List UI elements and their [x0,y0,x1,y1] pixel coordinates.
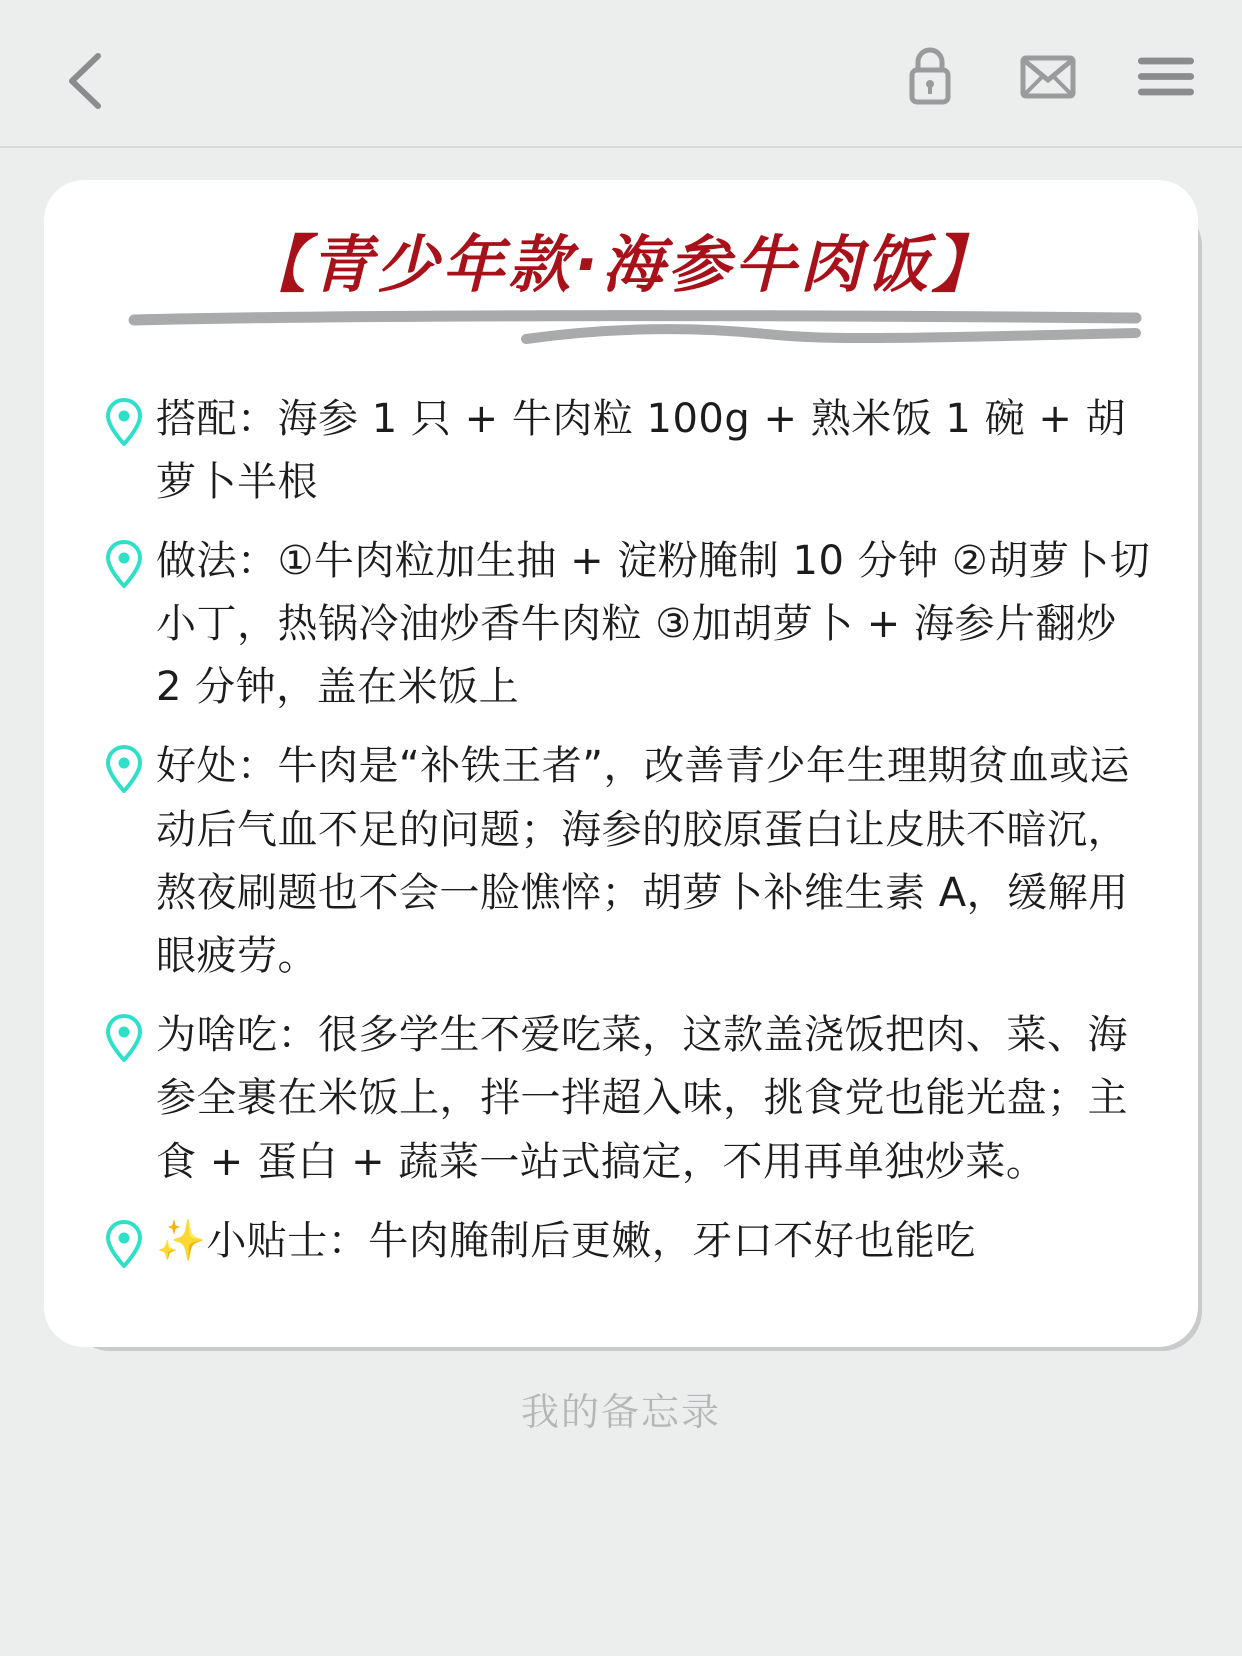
list-item [106,735,1152,988]
sparkle-icon: ✨ [156,1217,207,1264]
hamburger-menu-icon[interactable] [1136,44,1196,108]
title-underline-scribble [126,306,1146,350]
list-item-text: 搭配：海参 1 只 + 牛肉粒 100g + 熟米饭 1 碗 + 胡萝卜半根 [156,395,1127,505]
top-bar [0,0,1242,148]
list-item-text-with-sparkle [150,1210,1152,1273]
mail-icon[interactable] [1018,44,1078,108]
list-item-text: 为啥吃：很多学生不爱吃菜，这款盖浇饭把肉、菜、海参全裹在米饭上，拌一拌超入味，挑食党也能光盘；主食 + 蛋白 + 蔬菜一站式搞定，不用再单独炒菜。 [156,1012,1128,1185]
location-pin-icon [106,540,150,588]
note-card [44,180,1198,1347]
location-pin-icon [106,398,150,446]
list-item [106,1210,1152,1273]
page-title: 【青少年款·海参牛肉饭】 [244,228,998,301]
footer-label: 我的备忘录 [520,1389,721,1434]
list-item-text: 做法：①牛肉粒加生抽 + 淀粉腌制 10 分钟 ②胡萝卜切小丁，热锅冷油炒香牛肉粒 ③加胡萝卜 + 海参片翻炒 2 分钟，盖在米饭上 [156,537,1151,711]
lock-icon[interactable] [900,44,960,108]
list-item-text: 好处：牛肉是“补铁王者”，改善青少年生理期贫血或运动后气血不足的问题；海参的胶原蛋白让皮肤不暗沉，熬夜刷题也不会一脸憔悴；胡萝卜补维生素 A，缓解用眼疲劳。 [156,743,1130,979]
note-card-wrapper [44,180,1198,1347]
list-item [106,1004,1152,1194]
bullet-list [84,388,1158,1273]
top-bar-actions [900,44,1196,108]
list-item-text: 小贴士：牛肉腌制后更嫩，牙口不好也能吃 [206,1217,976,1264]
location-pin-icon [106,745,150,793]
location-pin-icon [106,1220,150,1268]
chevron-left-icon[interactable] [62,50,110,98]
location-pin-icon [106,1014,150,1062]
list-item [106,530,1152,720]
list-item [106,388,1152,514]
